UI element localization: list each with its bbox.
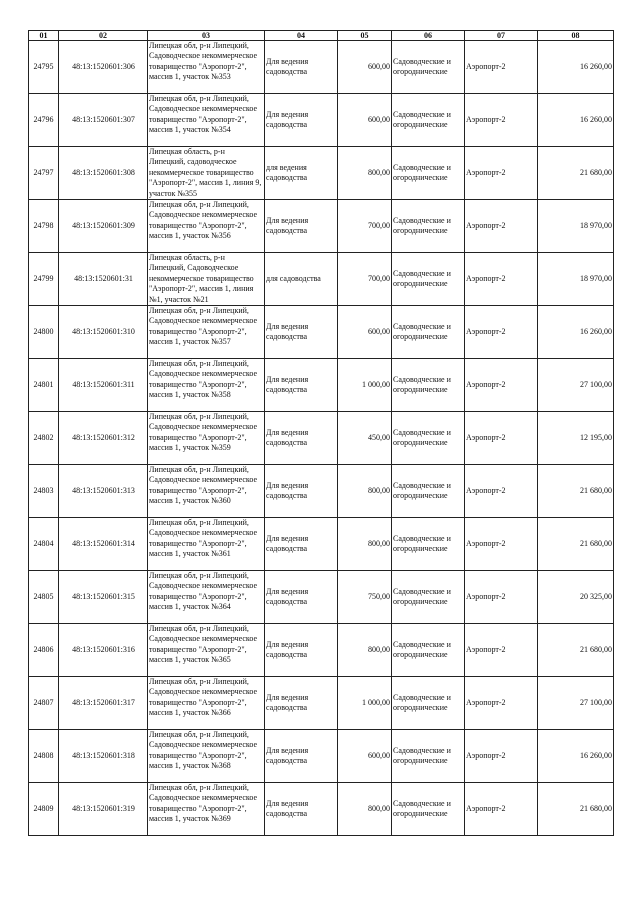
table-row	[29, 783, 614, 836]
cell-area: 1 000,00	[338, 359, 392, 412]
cell-settlement-group: Аэропорт-2	[465, 359, 538, 412]
cell-cadastral-value: 18 970,00	[538, 253, 614, 306]
cell-permitted-use: Для ведения садоводства	[265, 465, 338, 518]
cell-land-category: Садоводческие и огороднические	[392, 783, 465, 836]
column-header-08: 08	[538, 31, 614, 41]
cell-cadastral-number: 48:13:1520601:319	[59, 783, 148, 836]
cell-land-category: Садоводческие и огороднические	[392, 306, 465, 359]
table-header-row	[29, 31, 614, 41]
cell-settlement-group: Аэропорт-2	[465, 412, 538, 465]
cell-permitted-use: Для ведения садоводства	[265, 412, 338, 465]
table-row	[29, 571, 614, 624]
cell-settlement-group: Аэропорт-2	[465, 200, 538, 253]
cell-area: 750,00	[338, 571, 392, 624]
cell-settlement-group: Аэропорт-2	[465, 730, 538, 783]
address-text: Липецкая обл, р-н Липецкий, Садоводческое некоммерческое товарищество "Аэропорт-2", массив 1, участок №356	[149, 200, 258, 241]
table-row	[29, 306, 614, 359]
table-row	[29, 41, 614, 94]
cell-permitted-use: Для ведения садоводства	[265, 359, 338, 412]
table-row	[29, 465, 614, 518]
cell-address	[148, 783, 265, 836]
cell-cadastral-value: 16 260,00	[538, 730, 614, 783]
cell-cadastral-value: 20 325,00	[538, 571, 614, 624]
cell-cadastral-number: 48:13:1520601:309	[59, 200, 148, 253]
column-header-02: 02	[59, 31, 148, 41]
cell-address	[148, 624, 265, 677]
cell-row-number: 24799	[29, 253, 59, 306]
cell-address	[148, 730, 265, 783]
cell-land-category: Садоводческие и огороднические	[392, 200, 465, 253]
cell-cadastral-number: 48:13:1520601:308	[59, 147, 148, 200]
address-text: Липецкая обл, р-н Липецкий, Садоводческое некоммерческое товарищество "Аэропорт-2", массив 1, участок №354	[149, 94, 258, 135]
cell-address	[148, 571, 265, 624]
cell-address	[148, 253, 265, 306]
table-row	[29, 518, 614, 571]
address-text: Липецкая обл, р-н Липецкий, Садоводческое некоммерческое товарищество "Аэропорт-2", массив 1, участок №353	[149, 41, 258, 82]
address-text: Липецкая обл, р-н Липецкий, Садоводческое некоммерческое товарищество "Аэропорт-2", массив 1, участок №365	[149, 624, 258, 665]
cell-address	[148, 412, 265, 465]
cell-address	[148, 518, 265, 571]
address-text: Липецкая обл, р-н Липецкий, Садоводческое некоммерческое товарищество "Аэропорт-2", массив 1, участок №361	[149, 518, 258, 559]
column-header-06: 06	[392, 31, 465, 41]
address-text: Липецкая обл, р-н Липецкий, Садоводческое некоммерческое товарищество "Аэропорт-2", массив 1, участок №364	[149, 571, 258, 612]
cell-address	[148, 94, 265, 147]
column-header-05: 05	[338, 31, 392, 41]
cell-cadastral-number: 48:13:1520601:316	[59, 624, 148, 677]
table-row	[29, 677, 614, 730]
cell-permitted-use: Для ведения садоводства	[265, 677, 338, 730]
cell-land-category: Садоводческие и огороднические	[392, 730, 465, 783]
cell-permitted-use: Для ведения садоводства	[265, 783, 338, 836]
table-row	[29, 147, 614, 200]
cell-row-number: 24797	[29, 147, 59, 200]
cell-cadastral-value: 18 970,00	[538, 200, 614, 253]
cell-area: 600,00	[338, 306, 392, 359]
cell-row-number: 24804	[29, 518, 59, 571]
cell-settlement-group: Аэропорт-2	[465, 465, 538, 518]
cell-permitted-use: Для ведения садоводства	[265, 571, 338, 624]
cell-cadastral-value: 21 680,00	[538, 465, 614, 518]
cell-address	[148, 200, 265, 253]
cell-address	[148, 465, 265, 518]
cell-land-category: Садоводческие и огороднические	[392, 571, 465, 624]
cell-row-number: 24806	[29, 624, 59, 677]
cell-settlement-group: Аэропорт-2	[465, 624, 538, 677]
cell-area: 700,00	[338, 253, 392, 306]
cell-settlement-group: Аэропорт-2	[465, 306, 538, 359]
cell-settlement-group: Аэропорт-2	[465, 41, 538, 94]
table-body	[29, 41, 614, 836]
cell-land-category: Садоводческие и огороднические	[392, 147, 465, 200]
cell-permitted-use: Для ведения садоводства	[265, 94, 338, 147]
cell-address	[148, 147, 265, 200]
cell-settlement-group: Аэропорт-2	[465, 253, 538, 306]
cell-area: 700,00	[338, 200, 392, 253]
document-page	[28, 30, 613, 836]
cell-cadastral-number: 48:13:1520601:31	[59, 253, 148, 306]
address-text: Липецкая обл, р-н Липецкий, Садоводческое некоммерческое товарищество "Аэропорт-2", массив 1, участок №366	[149, 677, 258, 718]
cell-settlement-group: Аэропорт-2	[465, 518, 538, 571]
cell-cadastral-value: 27 100,00	[538, 359, 614, 412]
cell-area: 450,00	[338, 412, 392, 465]
cell-area: 800,00	[338, 783, 392, 836]
table-row	[29, 200, 614, 253]
cell-land-category: Садоводческие и огороднические	[392, 359, 465, 412]
cell-cadastral-value: 21 680,00	[538, 518, 614, 571]
cell-permitted-use: Для ведения садоводства	[265, 306, 338, 359]
address-text: Липецкая обл, р-н Липецкий, Садоводческое некоммерческое товарищество "Аэропорт-2", массив 1, участок №360	[149, 465, 258, 506]
land-plot-table	[28, 30, 614, 836]
cell-row-number: 24802	[29, 412, 59, 465]
cell-cadastral-number: 48:13:1520601:312	[59, 412, 148, 465]
cell-cadastral-value: 16 260,00	[538, 94, 614, 147]
cell-row-number: 24808	[29, 730, 59, 783]
address-text: Липецкая обл, р-н Липецкий, Садоводческое некоммерческое товарищество "Аэропорт-2", массив 1, участок №368	[149, 730, 258, 771]
cell-land-category: Садоводческие и огороднические	[392, 412, 465, 465]
cell-land-category: Садоводческие и огороднические	[392, 677, 465, 730]
cell-land-category: Садоводческие и огороднические	[392, 465, 465, 518]
cell-row-number: 24798	[29, 200, 59, 253]
cell-cadastral-value: 16 260,00	[538, 41, 614, 94]
cell-area: 1 000,00	[338, 677, 392, 730]
cell-permitted-use: для ведения садоводства	[265, 147, 338, 200]
table-row	[29, 359, 614, 412]
cell-area: 800,00	[338, 465, 392, 518]
cell-land-category: Садоводческие и огороднические	[392, 41, 465, 94]
table-row	[29, 94, 614, 147]
address-text: Липецкая обл, р-н Липецкий, Садоводческое некоммерческое товарищество "Аэропорт-2", массив 1, участок №369	[149, 783, 258, 824]
cell-row-number: 24800	[29, 306, 59, 359]
cell-permitted-use: Для ведения садоводства	[265, 730, 338, 783]
table-row	[29, 624, 614, 677]
cell-row-number: 24809	[29, 783, 59, 836]
cell-cadastral-number: 48:13:1520601:315	[59, 571, 148, 624]
cell-cadastral-value: 27 100,00	[538, 677, 614, 730]
table-row	[29, 412, 614, 465]
column-header-07: 07	[465, 31, 538, 41]
address-text: Липецкая обл, р-н Липецкий, Садоводческое некоммерческое товарищество "Аэропорт-2", массив 1, участок №359	[149, 412, 258, 453]
cell-cadastral-number: 48:13:1520601:313	[59, 465, 148, 518]
cell-settlement-group: Аэропорт-2	[465, 677, 538, 730]
cell-cadastral-value: 12 195,00	[538, 412, 614, 465]
cell-area: 800,00	[338, 624, 392, 677]
cell-cadastral-number: 48:13:1520601:311	[59, 359, 148, 412]
cell-permitted-use: для садоводства	[265, 253, 338, 306]
cell-address	[148, 359, 265, 412]
cell-row-number: 24803	[29, 465, 59, 518]
address-text: Липецкая область, р-н Липецкий, Садоводческое некоммерческое товарищество "Аэропорт-2", массив 1, линия №1, участок №21	[149, 253, 254, 304]
cell-area: 800,00	[338, 147, 392, 200]
cell-land-category: Садоводческие и огороднические	[392, 624, 465, 677]
address-text: Липецкая область, р-н Липецкий, садоводческое некоммерческое товарищество "Аэропорт-2", массив 1, линия 9, участок №355	[149, 147, 262, 198]
cell-permitted-use: Для ведения садоводства	[265, 41, 338, 94]
cell-row-number: 24796	[29, 94, 59, 147]
cell-area: 600,00	[338, 94, 392, 147]
cell-area: 800,00	[338, 518, 392, 571]
column-header-03: 03	[148, 31, 265, 41]
cell-area: 600,00	[338, 41, 392, 94]
cell-cadastral-value: 16 260,00	[538, 306, 614, 359]
cell-row-number: 24801	[29, 359, 59, 412]
table-row	[29, 253, 614, 306]
cell-settlement-group: Аэропорт-2	[465, 147, 538, 200]
cell-address	[148, 677, 265, 730]
cell-cadastral-number: 48:13:1520601:318	[59, 730, 148, 783]
cell-permitted-use: Для ведения садоводства	[265, 518, 338, 571]
cell-cadastral-number: 48:13:1520601:317	[59, 677, 148, 730]
cell-land-category: Садоводческие и огороднические	[392, 518, 465, 571]
cell-permitted-use: Для ведения садоводства	[265, 200, 338, 253]
cell-row-number: 24795	[29, 41, 59, 94]
column-header-01: 01	[29, 31, 59, 41]
cell-settlement-group: Аэропорт-2	[465, 94, 538, 147]
cell-area: 600,00	[338, 730, 392, 783]
cell-land-category: Садоводческие и огороднические	[392, 94, 465, 147]
table-row	[29, 730, 614, 783]
cell-address	[148, 41, 265, 94]
cell-land-category: Садоводческие и огороднические	[392, 253, 465, 306]
cell-permitted-use: Для ведения садоводства	[265, 624, 338, 677]
cell-cadastral-number: 48:13:1520601:307	[59, 94, 148, 147]
cell-settlement-group: Аэропорт-2	[465, 571, 538, 624]
address-text: Липецкая обл, р-н Липецкий, Садоводческое некоммерческое товарищество "Аэропорт-2", массив 1, участок №358	[149, 359, 258, 400]
column-header-04: 04	[265, 31, 338, 41]
cell-cadastral-value: 21 680,00	[538, 624, 614, 677]
cell-cadastral-number: 48:13:1520601:310	[59, 306, 148, 359]
cell-cadastral-value: 21 680,00	[538, 783, 614, 836]
cell-settlement-group: Аэропорт-2	[465, 783, 538, 836]
cell-row-number: 24807	[29, 677, 59, 730]
cell-address	[148, 306, 265, 359]
cell-cadastral-value: 21 680,00	[538, 147, 614, 200]
cell-cadastral-number: 48:13:1520601:314	[59, 518, 148, 571]
address-text: Липецкая обл, р-н Липецкий, Садоводческое некоммерческое товарищество "Аэропорт-2", массив 1, участок №357	[149, 306, 258, 347]
cell-cadastral-number: 48:13:1520601:306	[59, 41, 148, 94]
cell-row-number: 24805	[29, 571, 59, 624]
